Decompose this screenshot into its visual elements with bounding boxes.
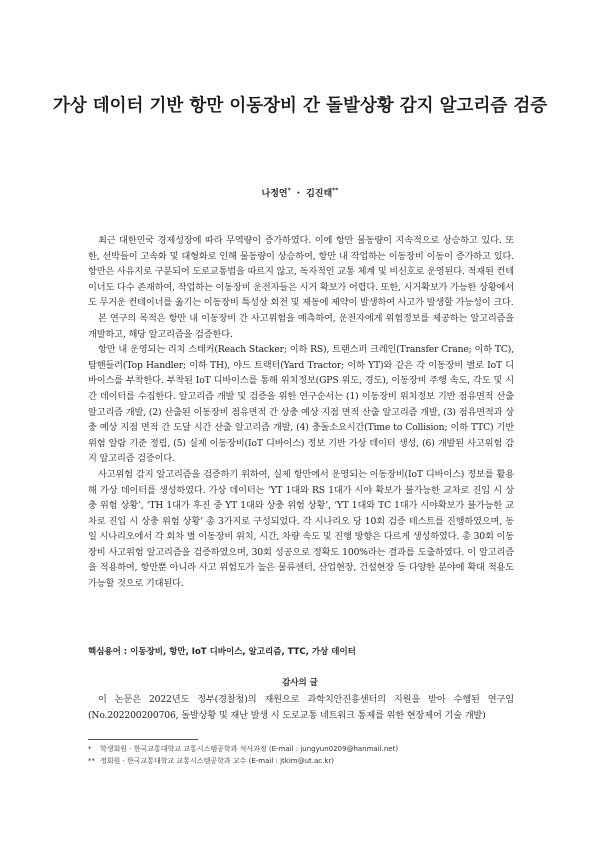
author-name-1: 나정연	[261, 189, 288, 199]
footnote-1	[88, 743, 518, 755]
footnote-mark-2: **	[88, 757, 95, 765]
abstract-paragraph-4: 사고위험 감지 알고리즘을 검증하기 위하여, 실제 항만에서 운영되는 이동장비(IoT 디바이스) 정보를 활용해 가상 데이터를 생성하였다. 가상 데이터는 ‘YT 1대와 RS 1대가 시야 확보가 불가능한 교차로 진입 시 상충 위험 상황’, ‘TH 1대가 후진 중 YT 1대와 상충 위험 상황’, ‘YT 1대와 TC 1대가 시야확보가 불가능한 교차로 진입 시 상충 위험 상황’ 총 3가지로 구성되었다. 각 시나리오 당 10회 검증 테스트를 진행하였으며, 동일 시나리오에서 각 회차 별 이동장비 위치, 시간, 차량 속도 및 진행 방향은 다르게 생성하였다. 총 30회 이동장비 사고위험 알고리즘을 검증하였으며, 30회 성공으로 정확도 100%라는 결과를 도출하였다. 이 알고리즘을 적용하여, 항만뿐 아니라 사고 위험도가 높은 물류센터, 산업현장, 건설현장 등 다양한 분야에 확대 적용도 가능할 것으로 기대된다.	[88, 468, 514, 590]
author-separator: ・	[293, 189, 303, 199]
author-mark-2: **	[332, 187, 339, 194]
abstract-paragraph-2: 본 연구의 목적은 항만 내 이동장비 간 사고위험을 예측하여, 운전자에게 위험정보를 제공하는 알고리즘을 개발하고, 해당 알고리즘을 검증한다.	[88, 312, 514, 340]
author-line	[0, 186, 600, 199]
abstract	[88, 233, 514, 592]
footnotes	[88, 743, 518, 767]
footnote-divider	[88, 739, 198, 740]
abstract-paragraph-3: 항만 내 운영되는 리치 스태커(Reach Stacker; 이하 RS), 트랜스퍼 크레인(Transfer Crane; 이하 TC), 탑핸들러(Top Handler; 이하 TH), 야드 트랙터(Yard Tractor; 이하 YT)와 같은 각 이동장비 별로 IoT 디바이스를 부착한다. 부착된 IoT 디바이스를 통해 위치정보(GPS 위도, 경도), 이동장비 주행 속도, 각도 및 시간 데이터를 수집한다. 알고리즘 개발 및 검증을 위한 연구순서는 (1) 이동장비 위치정보 기반 점유면적 산출 알고리즘 개발, (2) 산출된 이동장비 점유면적 간 상충 예상 지점 면적 산출 알고리즘 개발, (3) 점유면적과 상충 예상 지점 면적 간 도달 시간 산출 알고리즘 개발, (4) 충돌소요시간(Time to Collision; 이하 TTC) 기반 위험 알람 기준 정립, (5) 실제 이동장비(IoT 디바이스) 정보 기반 가상 데이터 생성, (6) 개발된 사고위험 감지 알고리즘 검증이다.	[88, 344, 514, 465]
footnote-text-2: 정회원 · 한국교통대학교 교통시스템공학과 교수 (E-mail : jtkim@ut.ac.kr)	[100, 757, 335, 765]
footnote-text-1: 학생회원 · 한국교통대학교 교통시스템공학과 석사과정 (E-mail : jungyun0209@hanmail.net)	[100, 745, 399, 753]
acknowledgment-body: 이 논문은 2022년도 정부(경찰청)의 재원으로 과학치안진흥센터의 지원을 받아 수행된 연구임 (No.202200200706, 돌발상황 및 재난 발생 시 도로교통 네트워크 통제를 위한 현장제어 기술 개발)	[88, 694, 514, 721]
paper-title: 가상 데이터 기반 항만 이동장비 간 돌발상황 감지 알고리즘 검증	[52, 96, 548, 116]
author-mark-1: *	[287, 187, 291, 194]
footnote-mark-1: *	[88, 745, 92, 753]
footnote-2	[88, 755, 518, 767]
author-name-2: 김진태	[306, 189, 333, 199]
keywords: 핵심용어 : 이동장비, 항만, IoT 디바이스, 알고리즘, TTC, 가상 데이터	[88, 647, 356, 657]
abstract-paragraph-1: 최근 대한민국 경제성장에 따라 무역량이 증가하였다. 이에 항만 물동량이 지속적으로 상승하고 있다. 또한, 선박들이 고속화 및 대형화로 인해 물동량이 상승하여, 항만 내 작업하는 이동장비 이동이 증가하고 있다. 항만은 사유지로 구분되어 도로교통법을 따르지 않고, 독자적인 교통 체계 및 비신호로 운영된다. 적재된 컨테이너도 다수 존재하여, 작업하는 이동장비 운전자들은 시거 확보가 어렵다. 또한, 시거확보가 가능한 상황에서도 무거운 컨테이너를 옮기는 이동장비 특성상 회전 및 제동에 제약이 발생하여 사고가 발생할 가능성이 크다.	[88, 235, 514, 309]
acknowledgment-heading: 감사의 글	[282, 678, 318, 688]
